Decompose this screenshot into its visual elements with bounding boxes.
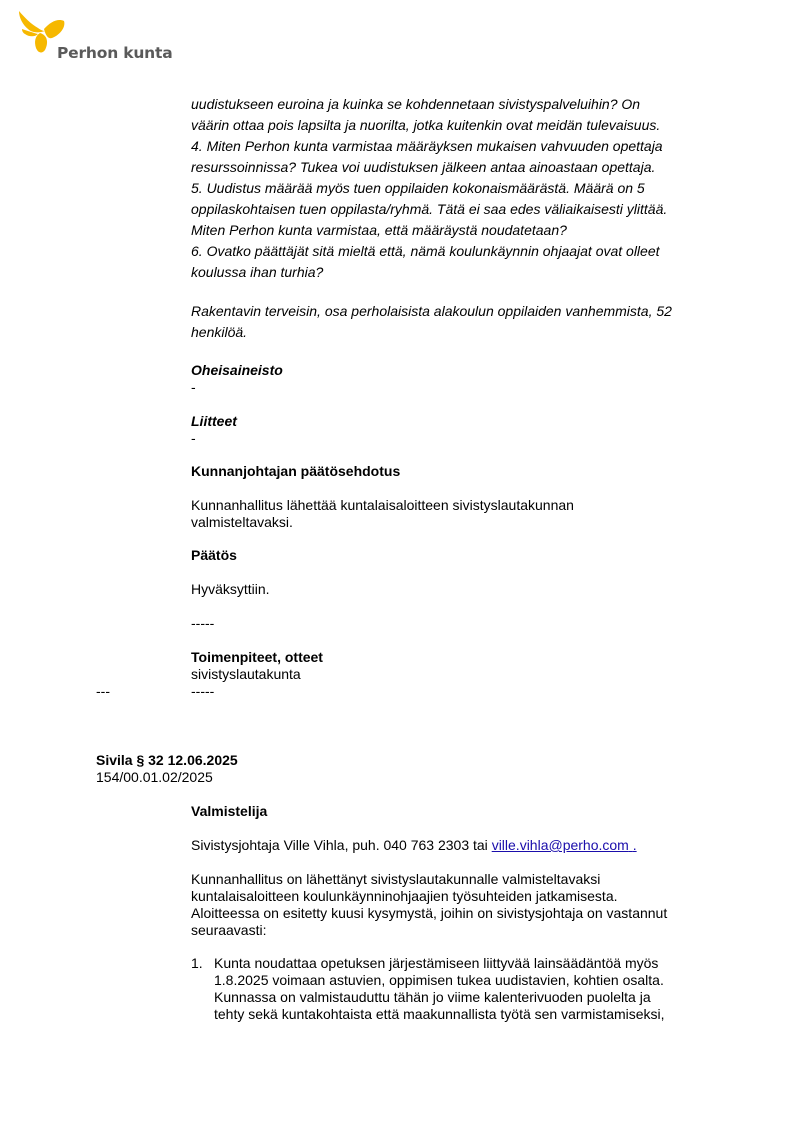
text-line: oppilaskohtaisen tuen oppilasta/ryhmä. Tätä ei saa edes väliaikaisesti ylittää. [191, 201, 668, 217]
preparer-contact [191, 837, 637, 854]
text-line: 1.8.2025 voimaan astuvien, oppimisen tukea uudistavien, kohtien osalta. [214, 972, 664, 988]
text-line: valmisteltavaksi. [191, 514, 293, 530]
list-item-text [214, 955, 704, 1023]
measures-heading: Toimenpiteet, otteet [191, 649, 323, 665]
text-line: Kunnassa on valmistauduttu tähän jo viime kalenterivuoden puolelta ja [214, 989, 651, 1005]
logo-text: Perhon kunta [57, 44, 173, 62]
regards-text [191, 301, 711, 343]
text-line: Miten Perhon kunta varmistaa, että määräystä noudatetaan? [191, 222, 567, 238]
decision-heading: Päätös [191, 547, 237, 563]
text-line: Kunnanhallitus on lähettänyt sivistyslautakunnalle valmisteltavaksi [191, 871, 601, 887]
text-line: Kunnanhallitus lähettää kuntalaisaloitteen sivistyslautakunnan [191, 497, 574, 513]
oheisaineisto-value: - [191, 379, 196, 395]
separator: ----- [191, 615, 215, 631]
section-title: Sivila § 32 12.06.2025 [96, 752, 238, 768]
body-paragraph [191, 871, 711, 939]
text-line: seuraavasti: [191, 922, 267, 938]
text-line: Rakentavin terveisin, osa perholaisista alakoulun oppilaiden vanhemmista, 52 [191, 303, 672, 319]
liitteet-heading: Liitteet [191, 413, 237, 429]
contact-text: Sivistysjohtaja Ville Vihla, puh. 040 763 2303 tai [191, 837, 488, 853]
decision-text: Hyväksyttiin. [191, 581, 270, 597]
text-line: 6. Ovatko päättäjät sitä mieltä että, nämä koulunkäynnin ohjaajat ovat olleet [191, 243, 660, 259]
text-line: 4. Miten Perhon kunta varmistaa määräyksen mukaisen vahvuuden opettaja [191, 138, 663, 154]
text-line: Aloitteessa on esitetty kuusi kysymystä, joihin on sivistysjohtaja on vastannut [191, 905, 668, 921]
liitteet-value: - [191, 430, 196, 446]
measures-text: sivistyslautakunta [191, 666, 301, 682]
email-link-suffix: . [632, 837, 637, 853]
text-line: henkilöä. [191, 324, 248, 340]
text-line: väärin ottaa pois lapsilta ja nuorilta, jotka kuitenkin ovat meidän tulevaisuus. [191, 117, 661, 133]
text-line: Kunta noudattaa opetuksen järjestämiseen liittyvää lainsäädäntöä myös [214, 955, 659, 971]
preparer-heading: Valmistelija [191, 803, 268, 819]
text-line: tehty sekä kuntakohtaista että maakunnallista työtä sen varmistamiseksi, [214, 1006, 665, 1022]
perhon-kunta-logo [16, 9, 191, 62]
email-text: ville.vihla@perho.com [491, 837, 629, 853]
list-number: 1. [191, 955, 203, 971]
section-reference: 154/00.01.02/2025 [96, 769, 213, 785]
text-line: kuntalaisaloitteen koulunkäynninohjaajien työsuhteiden jatkamisesta. [191, 888, 618, 904]
separator-left: --- [96, 683, 110, 699]
proposal-heading: Kunnanjohtajan päätösehdotus [191, 463, 401, 479]
text-line: koulussa ihan turhia? [191, 264, 324, 280]
text-line: resurssoinnissa? Tukea voi uudistuksen jälkeen antaa ainoastaan opettaja. [191, 159, 656, 175]
text-line: 5. Uudistus määrää myös tuen oppilaiden kokonaismäärästä. Määrä on 5 [191, 180, 645, 196]
initiative-text [191, 94, 711, 283]
oheisaineisto-heading: Oheisaineisto [191, 362, 283, 378]
text-line: uudistukseen euroina ja kuinka se kohdennetaan sivistyspalveluihin? On [191, 96, 641, 112]
email-link[interactable] [492, 837, 637, 853]
proposal-text [191, 497, 711, 531]
separator: ----- [191, 683, 215, 699]
